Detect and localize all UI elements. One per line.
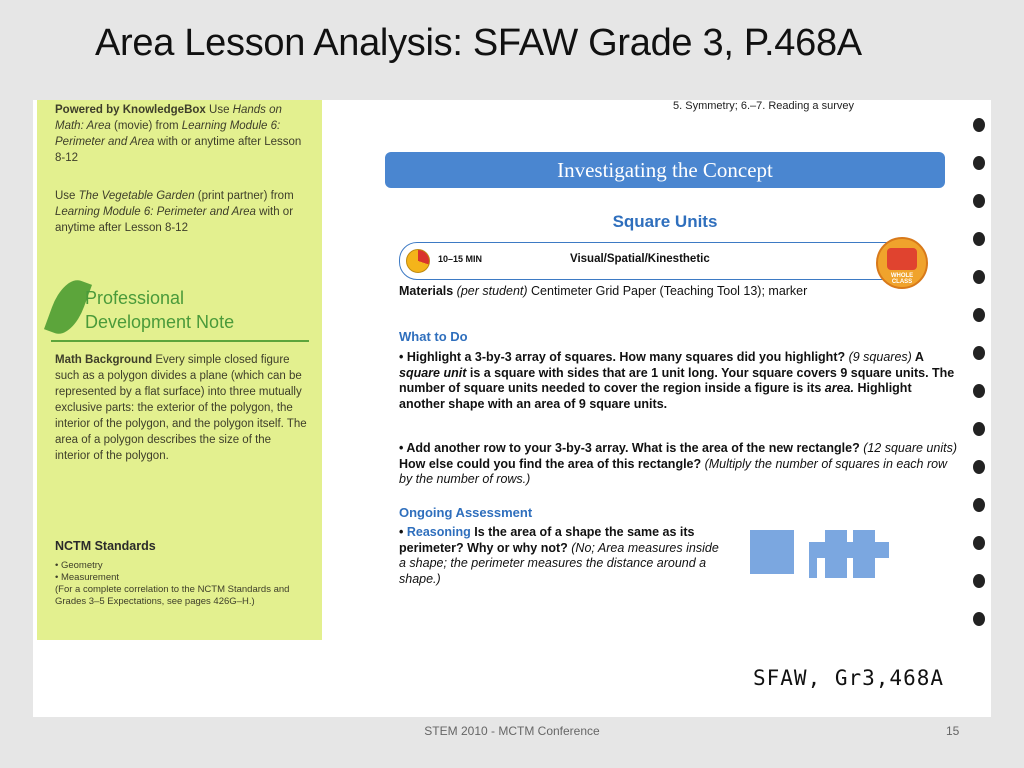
bullet-text: is a square with sides that are 1 unit long. Your square covers 9 square units. The number of square units needed to cover the region inside a figure is its [399, 365, 955, 395]
vegetable-garden-note [55, 188, 307, 236]
spiral-binding [973, 112, 989, 652]
nctm-heading: NCTM Standards [55, 539, 156, 553]
learning-modality: Visual/Spatial/Kinesthetic [570, 253, 710, 265]
powered-text: (movie) from [110, 120, 182, 132]
powered-by-lead: Powered by KnowledgeBox [55, 104, 206, 116]
slide-footer: STEM 2010 - MCTM Conference [424, 724, 600, 738]
nctm-standards [55, 538, 307, 608]
textbook-page-scan [33, 100, 991, 717]
materials-text: Centimeter Grid Paper (Teaching Tool 13); marker [527, 284, 808, 298]
nctm-item: • Geometry [55, 560, 103, 571]
activity-title: Square Units [612, 212, 718, 231]
irregular-shape [809, 530, 889, 578]
clock-icon [406, 249, 430, 273]
powered-italic: Hands on Math: Area [55, 104, 282, 132]
what-to-do-heading: What to Do [399, 329, 468, 344]
prof-note-line: Development Note [85, 312, 235, 332]
bullet-answer: (9 squares) [848, 350, 912, 364]
instruction-bullet [399, 350, 959, 412]
materials [399, 284, 959, 299]
bullet-term: area. [824, 381, 854, 395]
concept-banner: Investigating the Concept [385, 152, 945, 188]
use-italic: Learning Module 6: Perimeter and Area [55, 206, 256, 218]
use-text: with or anytime after Lesson 8-12 [55, 206, 294, 234]
use-italic: The Vegetable Garden [78, 190, 195, 202]
ongoing-assessment-heading: Ongoing Assessment [399, 505, 533, 520]
professional-development-heading [51, 278, 313, 340]
bullet-text: Is the area of a shape the same as its perimeter? Why or why not? [399, 525, 695, 555]
math-background [55, 352, 307, 464]
people-icon [887, 248, 917, 270]
activity-time: 10–15 MIN [438, 254, 483, 264]
bullet-answer: (12 square units) [863, 441, 957, 455]
bullet-term: square unit [399, 365, 467, 380]
bullet-dot: • [399, 525, 407, 539]
use-text: Use [55, 190, 79, 202]
slide-title: Area Lesson Analysis: SFAW Grade 3, P.468A [95, 22, 862, 64]
math-background-text: Every simple closed figure such as a polygon divides a plane (which can be represented by a flat surface) into three mutually exclusive parts: the exterior of the polygon, the interior of the polygon, and the polygon itself. The area of a polygon describes the size of the interior of the polygon. [55, 354, 307, 462]
divider [51, 340, 309, 342]
bullet-text: How else could you find the area of this rectangle? [399, 456, 705, 471]
powered-italic: Learning Module 6: Perimeter and Area [55, 120, 281, 148]
bullet-answer: (Multiply the number of squares in each row by the number of rows.) [399, 456, 948, 486]
materials-note: (per student) [453, 284, 528, 298]
activity-info-bar [399, 242, 916, 280]
powered-text: Use [205, 104, 233, 116]
handwritten-label: SFAW, Gr3,468A [753, 666, 945, 690]
bullet-text: A [911, 350, 924, 364]
top-reference: 5. Symmetry; 6.–7. Reading a survey [673, 100, 854, 112]
teacher-sidebar [37, 100, 322, 640]
nctm-item: • Measurement [55, 572, 120, 583]
instruction-bullet [399, 441, 959, 488]
prof-note-line: Professional [85, 288, 185, 308]
use-text: (print partner) from [194, 190, 294, 202]
powered-by-note [55, 102, 307, 166]
whole-class-badge-icon [876, 237, 928, 289]
square-shape [750, 530, 794, 574]
nctm-note: (For a complete correlation to the NCTM Standards and Grades 3–5 Expectations, see pages 426G–H.) [55, 584, 290, 607]
bullet-text: Highlight another shape with an area of 9 square units. [399, 381, 912, 411]
bullet-text: • Highlight a 3-by-3 array of squares. How many squares did you highlight? [399, 350, 849, 364]
powered-text: with or anytime after Lesson 8-12 [55, 136, 302, 164]
math-background-lead: Math Background [55, 354, 153, 366]
bullet-answer: (No; Area measures inside a shape; the perimeter measures the distance around a shape.) [399, 540, 719, 586]
slide-number: 15 [946, 724, 960, 738]
badge-label: WHOLE CLASS [890, 273, 914, 285]
bullet-text: • Add another row to your 3-by-3 array. What is the area of the new rectangle? [399, 441, 864, 455]
reasoning-label: Reasoning [406, 525, 471, 539]
materials-label: Materials [399, 284, 454, 298]
assessment-bullet [399, 525, 719, 587]
